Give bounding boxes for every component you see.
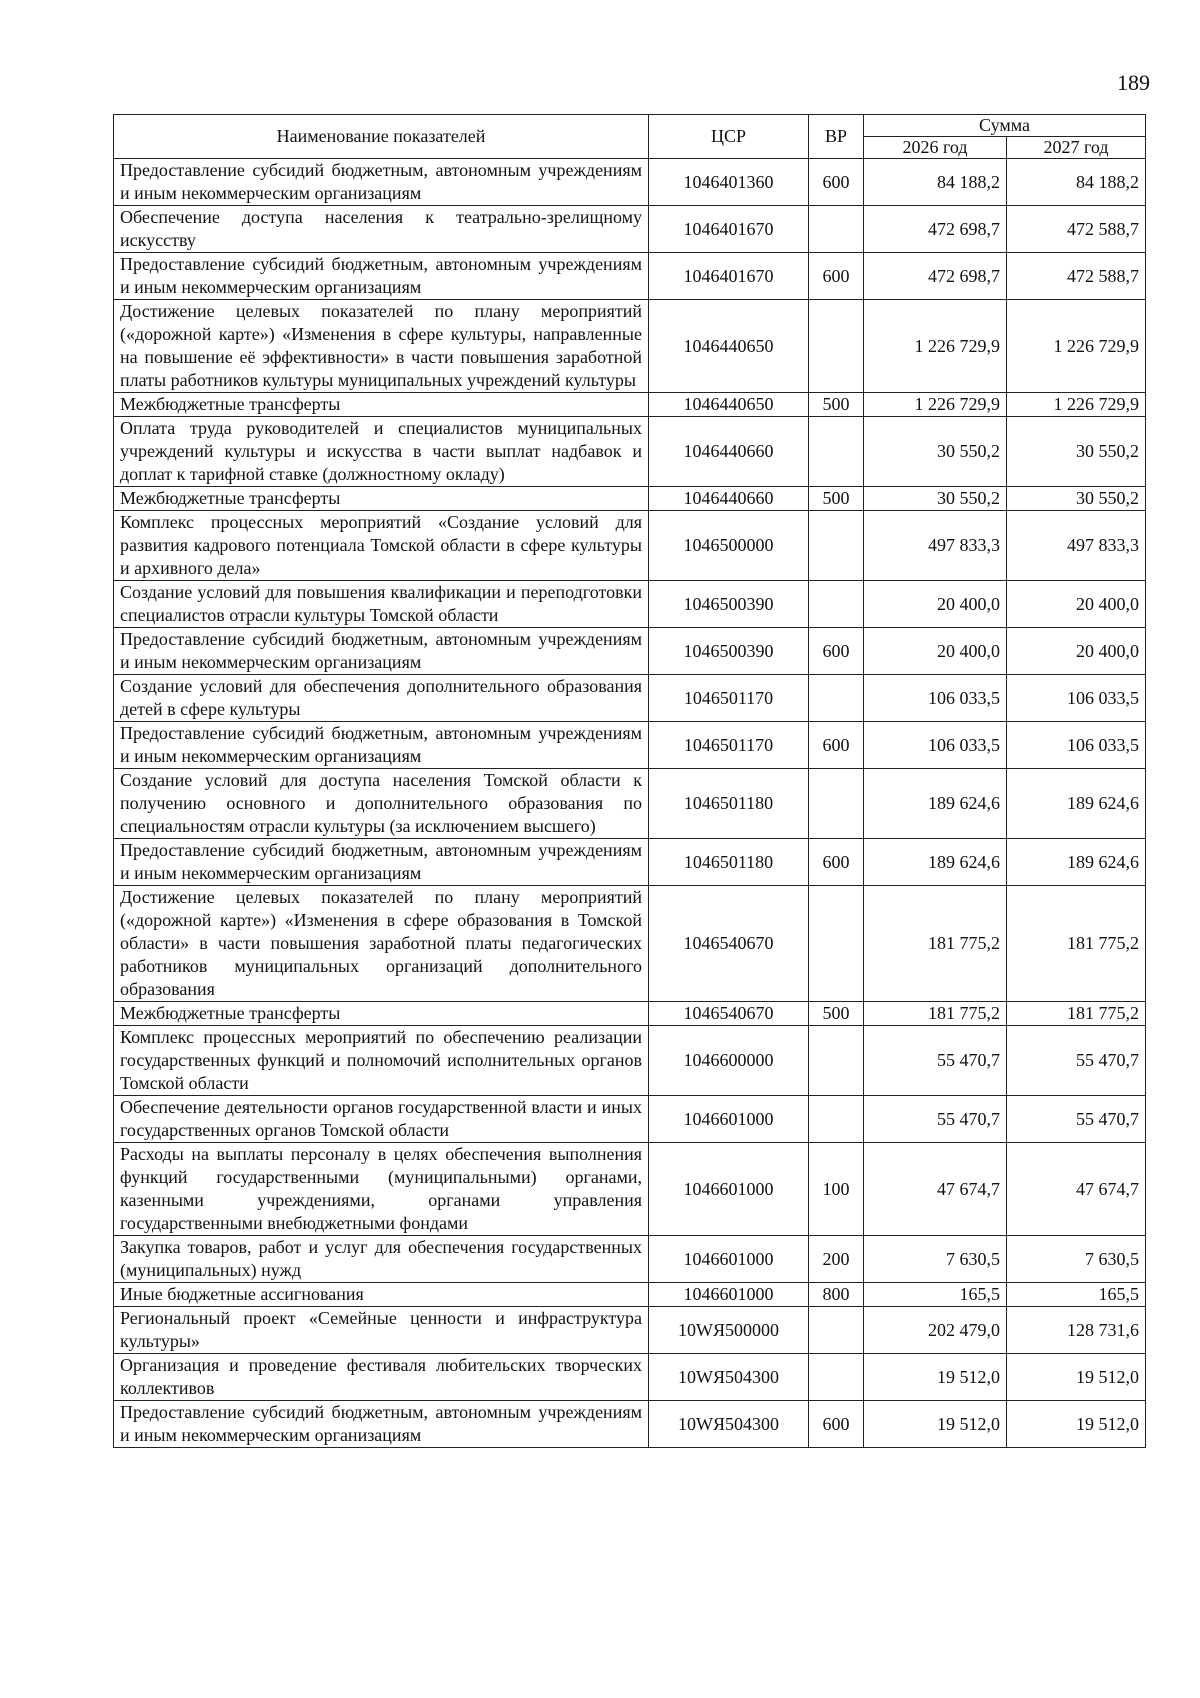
header-sum: Сумма	[864, 115, 1146, 137]
table-row	[114, 1096, 1146, 1143]
row-csr: 1046500000	[649, 511, 809, 581]
row-sum-2026: 189 624,6	[864, 839, 1007, 886]
row-sum-2027: 55 470,7	[1007, 1026, 1146, 1096]
row-vr: 600	[809, 1401, 864, 1448]
row-csr: 1046500390	[649, 581, 809, 628]
row-vr: 800	[809, 1283, 864, 1307]
row-csr: 1046601000	[649, 1283, 809, 1307]
row-csr: 1046440660	[649, 417, 809, 487]
table-row	[114, 628, 1146, 675]
row-csr: 10WЯ504300	[649, 1354, 809, 1401]
row-csr: 1046601000	[649, 1096, 809, 1143]
table-row	[114, 1026, 1146, 1096]
row-name: Оплата труда руководителей и специалистов муниципальных учреждений культуры и искусства в части выплат надбавок и доплат к тарифной ставке (должностному окладу)	[114, 417, 649, 487]
row-vr: 200	[809, 1236, 864, 1283]
row-sum-2027: 106 033,5	[1007, 722, 1146, 769]
row-sum-2026: 47 674,7	[864, 1143, 1007, 1236]
row-sum-2027: 497 833,3	[1007, 511, 1146, 581]
row-sum-2026: 181 775,2	[864, 886, 1007, 1002]
table-row	[114, 487, 1146, 511]
row-name: Предоставление субсидий бюджетным, автономным учреждениям и иным некоммерческим организациям	[114, 628, 649, 675]
row-sum-2026: 497 833,3	[864, 511, 1007, 581]
header-year-2027: 2027 год	[1007, 137, 1146, 159]
table-row	[114, 253, 1146, 300]
row-name: Региональный проект «Семейные ценности и инфраструктура культуры»	[114, 1307, 649, 1354]
row-sum-2026: 30 550,2	[864, 487, 1007, 511]
row-sum-2027: 128 731,6	[1007, 1307, 1146, 1354]
table-row	[114, 886, 1146, 1002]
row-vr	[809, 300, 864, 393]
row-sum-2026: 19 512,0	[864, 1354, 1007, 1401]
row-csr: 1046401670	[649, 206, 809, 253]
row-csr: 1046501180	[649, 839, 809, 886]
row-vr	[809, 581, 864, 628]
table-body	[114, 159, 1146, 1448]
row-vr	[809, 1096, 864, 1143]
row-sum-2027: 20 400,0	[1007, 628, 1146, 675]
row-name: Достижение целевых показателей по плану мероприятий («дорожной карте») «Изменения в сфере культуры, направленные на повышение её эффективности» в части повышения заработной платы работников культуры муниципальных учреждений культуры	[114, 300, 649, 393]
row-csr: 1046500390	[649, 628, 809, 675]
row-sum-2027: 1 226 729,9	[1007, 300, 1146, 393]
row-sum-2026: 1 226 729,9	[864, 393, 1007, 417]
row-vr: 600	[809, 159, 864, 206]
table-row	[114, 1401, 1146, 1448]
row-vr	[809, 206, 864, 253]
table-row	[114, 393, 1146, 417]
row-sum-2027: 19 512,0	[1007, 1354, 1146, 1401]
row-sum-2026: 472 698,7	[864, 253, 1007, 300]
row-vr: 600	[809, 722, 864, 769]
header-name: Наименование показателей	[114, 115, 649, 159]
row-vr	[809, 1026, 864, 1096]
table-row	[114, 1236, 1146, 1283]
row-sum-2027: 30 550,2	[1007, 487, 1146, 511]
header-year-2026: 2026 год	[864, 137, 1007, 159]
row-name: Организация и проведение фестиваля любительских творческих коллективов	[114, 1354, 649, 1401]
row-sum-2026: 84 188,2	[864, 159, 1007, 206]
row-sum-2027: 30 550,2	[1007, 417, 1146, 487]
row-sum-2027: 181 775,2	[1007, 1002, 1146, 1026]
row-name: Создание условий для повышения квалификации и переподготовки специалистов отрасли культуры Томской области	[114, 581, 649, 628]
row-vr	[809, 511, 864, 581]
row-sum-2027: 1 226 729,9	[1007, 393, 1146, 417]
row-name: Предоставление субсидий бюджетным, автономным учреждениям и иным некоммерческим организациям	[114, 253, 649, 300]
row-sum-2026: 30 550,2	[864, 417, 1007, 487]
row-sum-2026: 20 400,0	[864, 628, 1007, 675]
table-row	[114, 839, 1146, 886]
row-sum-2026: 181 775,2	[864, 1002, 1007, 1026]
row-sum-2026: 1 226 729,9	[864, 300, 1007, 393]
table-row	[114, 1283, 1146, 1307]
header-csr: ЦСР	[649, 115, 809, 159]
row-sum-2027: 84 188,2	[1007, 159, 1146, 206]
row-sum-2027: 7 630,5	[1007, 1236, 1146, 1283]
row-csr: 1046440650	[649, 393, 809, 417]
row-vr: 500	[809, 393, 864, 417]
table-row	[114, 511, 1146, 581]
row-vr: 500	[809, 1002, 864, 1026]
row-csr: 1046401360	[649, 159, 809, 206]
table-row	[114, 581, 1146, 628]
row-name: Межбюджетные трансферты	[114, 393, 649, 417]
row-sum-2026: 165,5	[864, 1283, 1007, 1307]
row-name: Достижение целевых показателей по плану мероприятий («дорожной карте») «Изменения в сфере образования в Томской области» в части повышения заработной платы педагогических работников муниципальных организаций дополнительного образования	[114, 886, 649, 1002]
row-vr	[809, 1354, 864, 1401]
row-sum-2026: 106 033,5	[864, 722, 1007, 769]
row-name: Межбюджетные трансферты	[114, 487, 649, 511]
row-sum-2027: 189 624,6	[1007, 839, 1146, 886]
row-sum-2027: 181 775,2	[1007, 886, 1146, 1002]
row-name: Иные бюджетные ассигнования	[114, 1283, 649, 1307]
row-vr: 600	[809, 628, 864, 675]
row-name: Создание условий для обеспечения дополнительного образования детей в сфере культуры	[114, 675, 649, 722]
row-sum-2026: 19 512,0	[864, 1401, 1007, 1448]
row-csr: 1046540670	[649, 886, 809, 1002]
row-sum-2027: 20 400,0	[1007, 581, 1146, 628]
row-vr	[809, 417, 864, 487]
row-vr	[809, 769, 864, 839]
table-row	[114, 769, 1146, 839]
row-sum-2027: 106 033,5	[1007, 675, 1146, 722]
row-sum-2026: 7 630,5	[864, 1236, 1007, 1283]
row-name: Расходы на выплаты персоналу в целях обеспечения выполнения функций государственными (муниципальными) органами, казенными учреждениями, органами управления государственными внебюджетными фондами	[114, 1143, 649, 1236]
header-vr: ВР	[809, 115, 864, 159]
row-name: Предоставление субсидий бюджетным, автономным учреждениям и иным некоммерческим организациям	[114, 1401, 649, 1448]
row-sum-2027: 19 512,0	[1007, 1401, 1146, 1448]
row-csr: 1046440650	[649, 300, 809, 393]
row-sum-2026: 202 479,0	[864, 1307, 1007, 1354]
table-header	[114, 115, 1146, 159]
row-csr: 10WЯ500000	[649, 1307, 809, 1354]
page-number: 189	[1117, 70, 1150, 95]
row-vr: 600	[809, 253, 864, 300]
table-row	[114, 417, 1146, 487]
table-row	[114, 1143, 1146, 1236]
table-row	[114, 159, 1146, 206]
row-sum-2026: 106 033,5	[864, 675, 1007, 722]
row-csr: 1046501170	[649, 675, 809, 722]
row-sum-2027: 55 470,7	[1007, 1096, 1146, 1143]
table-row	[114, 675, 1146, 722]
row-sum-2026: 189 624,6	[864, 769, 1007, 839]
row-csr: 10WЯ504300	[649, 1401, 809, 1448]
row-sum-2026: 20 400,0	[864, 581, 1007, 628]
row-sum-2027: 472 588,7	[1007, 253, 1146, 300]
row-csr: 1046501180	[649, 769, 809, 839]
row-csr: 1046600000	[649, 1026, 809, 1096]
row-sum-2027: 165,5	[1007, 1283, 1146, 1307]
row-csr: 1046440660	[649, 487, 809, 511]
row-sum-2027: 47 674,7	[1007, 1143, 1146, 1236]
row-name: Обеспечение деятельности органов государственной власти и иных государственных органов Томской области	[114, 1096, 649, 1143]
row-sum-2027: 189 624,6	[1007, 769, 1146, 839]
row-csr: 1046540670	[649, 1002, 809, 1026]
row-name: Предоставление субсидий бюджетным, автономным учреждениям и иным некоммерческим организациям	[114, 839, 649, 886]
row-name: Комплекс процессных мероприятий «Создание условий для развития кадрового потенциала Томской области в сфере культуры и архивного дела»	[114, 511, 649, 581]
row-vr	[809, 1307, 864, 1354]
row-name: Межбюджетные трансферты	[114, 1002, 649, 1026]
row-sum-2026: 472 698,7	[864, 206, 1007, 253]
table-row	[114, 206, 1146, 253]
row-name: Закупка товаров, работ и услуг для обеспечения государственных (муниципальных) нужд	[114, 1236, 649, 1283]
row-csr: 1046501170	[649, 722, 809, 769]
row-sum-2027: 472 588,7	[1007, 206, 1146, 253]
table-row	[114, 1002, 1146, 1026]
row-name: Предоставление субсидий бюджетным, автономным учреждениям и иным некоммерческим организациям	[114, 722, 649, 769]
row-sum-2026: 55 470,7	[864, 1026, 1007, 1096]
table-row	[114, 722, 1146, 769]
row-name: Создание условий для доступа населения Томской области к получению основного и дополнительного образования по специальностям отрасли культуры (за исключением высшего)	[114, 769, 649, 839]
row-vr	[809, 886, 864, 1002]
row-sum-2026: 55 470,7	[864, 1096, 1007, 1143]
row-csr: 1046601000	[649, 1236, 809, 1283]
row-vr: 500	[809, 487, 864, 511]
row-vr: 100	[809, 1143, 864, 1236]
table-row	[114, 1307, 1146, 1354]
row-csr: 1046401670	[649, 253, 809, 300]
table-row	[114, 1354, 1146, 1401]
row-csr: 1046601000	[649, 1143, 809, 1236]
row-vr: 600	[809, 839, 864, 886]
budget-table	[113, 114, 1146, 1448]
table-row	[114, 300, 1146, 393]
row-name: Обеспечение доступа населения к театрально-зрелищному искусству	[114, 206, 649, 253]
row-vr	[809, 675, 864, 722]
row-name: Комплекс процессных мероприятий по обеспечению реализации государственных функций и полномочий исполнительных органов Томской области	[114, 1026, 649, 1096]
row-name: Предоставление субсидий бюджетным, автономным учреждениям и иным некоммерческим организациям	[114, 159, 649, 206]
